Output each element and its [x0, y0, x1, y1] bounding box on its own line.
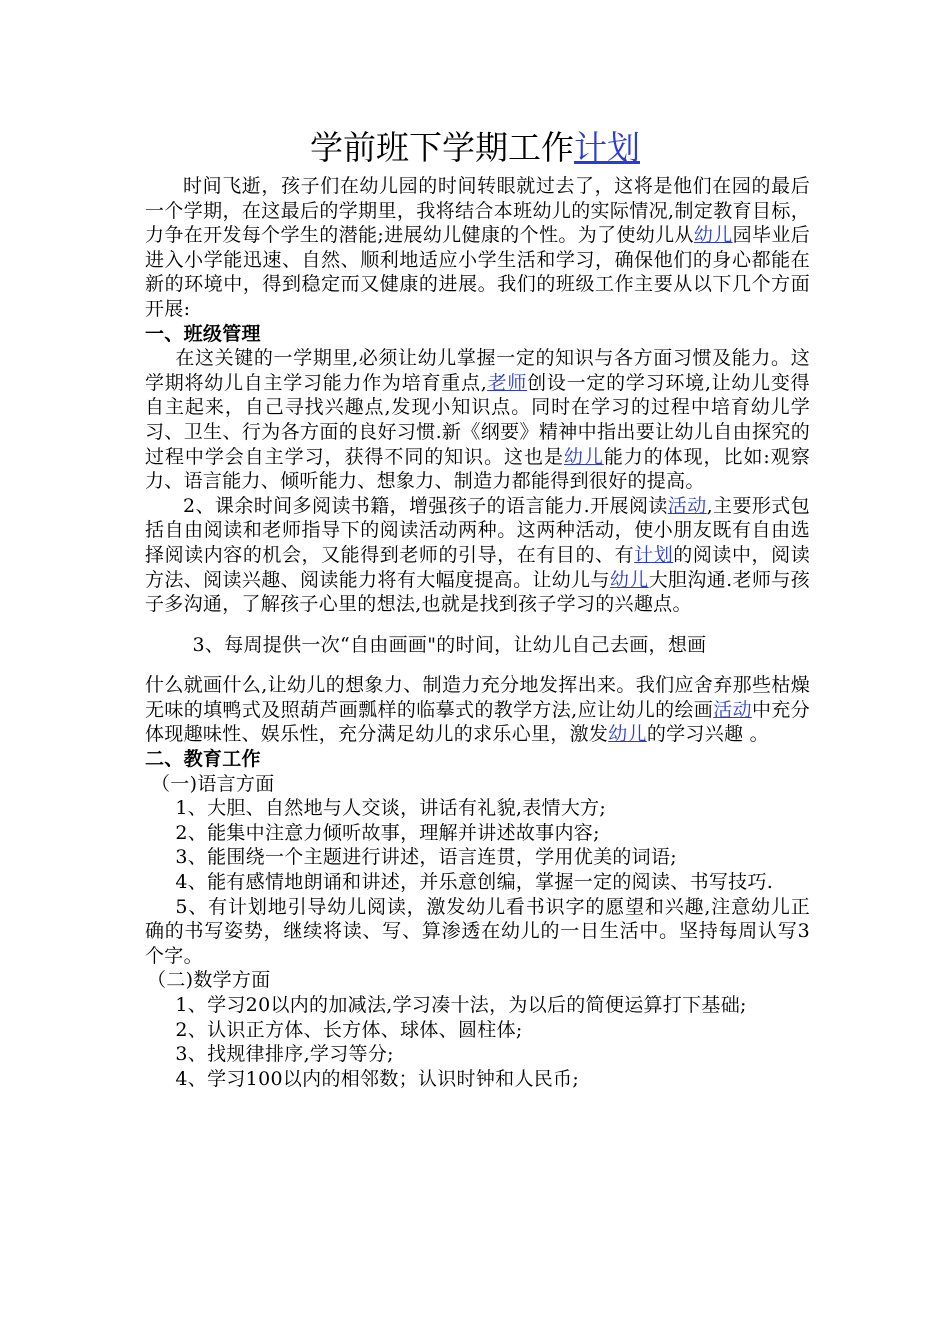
- s1p1-text-2: 创设一定的学习环境,让幼儿变得自主起来，自己寻找兴趣点,发现小知识点。同时在学习的过程中培育幼儿学习、卫生、行为各方面的良好习惯.新《纲要》精神中指出要让幼儿自由探究的过程中学会自主学习，获得不同的知识。这也是: [145, 371, 810, 468]
- title-link-plan[interactable]: 计划: [574, 128, 640, 167]
- spacer: [145, 617, 810, 633]
- spacer: [145, 657, 810, 673]
- document-body: [145, 174, 810, 1091]
- intro-text-2: 园毕业后进入小学能迅速、自然、顺利地适应小学生活和学习，确保他们的身心都能在新的环境中，得到稳定而又健康的进展。我们的班级工作主要从以下几个方面开展:: [145, 224, 810, 320]
- s1p2-text-4: 大胆沟通.老师与孩子多沟通，了解孩子心里的想法,也就是找到孩子学习的兴趣点。: [145, 568, 810, 616]
- intro-text-1: 时间飞逝，孩子们在幼儿园的时间转眼就过去了，这将是他们在园的最后一个学期，在这最后的学期里，我将结合本班幼儿的实际情况,制定教育目标，力争在开发每个学生的潜能;进展幼儿健康的个性。为了使幼儿从: [145, 175, 810, 247]
- section-heading-class-management: 一、班级管理: [145, 322, 261, 345]
- s1p1-text-1: 在这关键的一学期里,必须让幼儿掌握一定的知识与各方面习惯及能力。这学期将幼儿自主学习能力作为培育重点,: [145, 347, 810, 394]
- list-item: 1、学习20以内的加减法,学习凑十法，为以后的简便运算打下基础;: [175, 994, 747, 1016]
- link-huodong[interactable]: 活动: [667, 494, 707, 517]
- list-item: 2、能集中注意力倾听故事，理解并讲述故事内容;: [175, 821, 600, 844]
- list-item: 3、能围绕一个主题进行讲述，语言连贯，学用优美的词语;: [175, 846, 677, 869]
- section1-paragraph-1: [145, 346, 810, 494]
- s1p3-text-4: 的学习兴趣 。: [646, 723, 769, 746]
- link-youer[interactable]: 幼儿: [608, 723, 647, 746]
- list-item: 1、大胆、自然地与人交谈，讲话有礼貌,表情大方;: [175, 797, 607, 820]
- s1p3-text-3: 中充分体现趣味性、娱乐性，充分满足幼儿的求乐心里，激发: [145, 698, 810, 746]
- section1-paragraph-3: [145, 673, 810, 747]
- link-youer[interactable]: 幼儿: [693, 224, 733, 247]
- section1-paragraph-2: [145, 494, 810, 617]
- s1p1-text-3: 能力的体现，比如:观察力、语言能力、倾听能力、想象力、制造力都能得到很好的提高。: [145, 445, 810, 493]
- list-item: 3、找规律排序,学习等分;: [175, 1043, 394, 1066]
- s1p2-text-3: 的阅读中，阅读方法、阅读兴趣、阅读能力将有大幅度提高。让幼儿与: [145, 543, 810, 591]
- link-jihua[interactable]: 计划: [634, 543, 674, 566]
- list-item: 2、认识正方体、长方体、球体、圆柱体;: [175, 1018, 523, 1041]
- link-laoshi[interactable]: 老师: [487, 371, 528, 394]
- list-item: 5、有计划地引导幼儿阅读，激发幼儿看书识字的愿望和兴趣,注意幼儿正确的书写姿势，继续将读、写、算渗透在幼儿的一日生活中。坚持每周认写3个字。: [145, 895, 810, 967]
- subsection-heading-language: （一)语言方面: [151, 772, 275, 795]
- link-youer[interactable]: 幼儿: [609, 568, 649, 591]
- link-youer[interactable]: 幼儿: [563, 445, 604, 468]
- link-huodong[interactable]: 活动: [713, 698, 752, 721]
- list-item: 4、学习100以内的相邻数；认识时钟和人民币;: [175, 1067, 580, 1090]
- section1-paragraph-3-first-line: 3、每周提供一次“自由画画"的时间，让幼儿自己去画，想画: [192, 633, 707, 656]
- s1p2-text-2: ,主要形式包括自由阅读和老师指导下的阅读活动两种。这两种活动，使小朋友既有自由选择阅读内容的机会，又能得到老师的引导，在有目的、有: [145, 494, 810, 566]
- list-item: 4、能有感情地朗诵和讲述，并乐意创编，掌握一定的阅读、书写技巧.: [175, 871, 774, 894]
- section-heading-education-work: 二、教育工作: [145, 748, 261, 771]
- document-title: [145, 126, 805, 170]
- title-text: 学前班下学期工作: [310, 128, 574, 167]
- intro-paragraph: [145, 174, 810, 322]
- subsection-heading-math: （二)数学方面: [147, 969, 271, 992]
- s1p2-text-1: 2、课余时间多阅读书籍，增强孩子的语言能力.开展阅读: [183, 494, 668, 517]
- s1p3-text-2: 什么就画什么,让幼儿的想象力、制造力充分地发挥出来。我们应舍弃那些枯燥无味的填鸭式及照葫芦画瓢样的临摹式的教学方法,应让幼儿的绘画: [145, 674, 810, 721]
